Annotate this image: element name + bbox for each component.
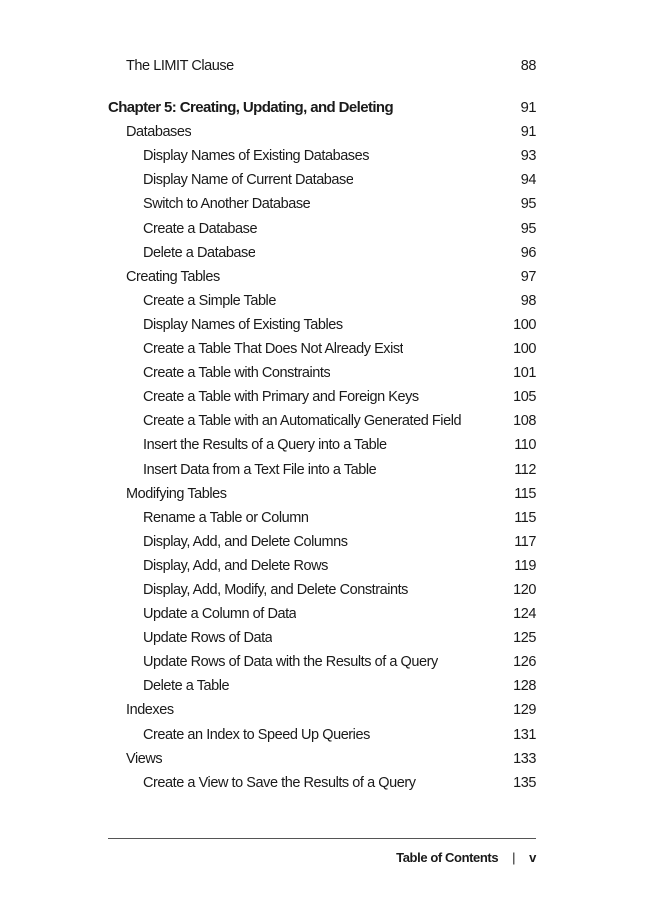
toc-entry-title: Create a Database xyxy=(143,220,258,237)
toc-entry-title: Create an Index to Speed Up Queries xyxy=(143,726,370,743)
toc-entry-page-number: 133 xyxy=(513,750,536,767)
toc-subsection-entry[interactable] xyxy=(108,650,536,674)
toc-entry-page-number: 128 xyxy=(513,678,536,695)
toc-subsection-entry[interactable] xyxy=(108,506,536,530)
toc-subsection-entry[interactable] xyxy=(108,554,536,578)
toc-section-entry[interactable] xyxy=(108,54,536,78)
toc-chapter-heading[interactable] xyxy=(108,96,536,120)
toc-entry-title: Delete a Database xyxy=(143,244,256,261)
toc-entry-page-number: 91 xyxy=(520,99,536,117)
toc-subsection-entry[interactable] xyxy=(108,409,536,433)
toc-entry-title: Delete a Table xyxy=(143,678,230,695)
toc-section-entry[interactable] xyxy=(108,265,536,289)
toc-entry-page-number: 100 xyxy=(513,316,536,333)
toc-section-entry[interactable] xyxy=(108,747,536,771)
toc-entry-title: Display, Add, Modify, and Delete Constraints xyxy=(143,581,408,598)
toc-entry-title: Databases xyxy=(126,124,192,141)
toc-entry-title: Views xyxy=(126,750,163,767)
toc-entry-title: Update Rows of Data with the Results of a Query xyxy=(143,654,438,671)
toc-entry-title: Create a Table with an Automatically Generated Field xyxy=(143,413,462,430)
toc-entry-page-number: 105 xyxy=(513,389,536,406)
toc-entry-page-number: 115 xyxy=(514,509,536,526)
toc-entry-page-number: 98 xyxy=(520,292,536,309)
toc-subsection-entry[interactable] xyxy=(108,217,536,241)
toc-entry-page-number: 101 xyxy=(513,365,536,382)
toc-entry-page-number: 97 xyxy=(520,268,536,285)
toc-subsection-entry[interactable] xyxy=(108,626,536,650)
toc-subsection-entry[interactable] xyxy=(108,771,536,795)
toc-subsection-entry[interactable] xyxy=(108,289,536,313)
toc-subsection-entry[interactable] xyxy=(108,313,536,337)
toc-entry-title: Display Name of Current Database xyxy=(143,172,354,189)
toc-entry-title: Display Names of Existing Tables xyxy=(143,316,343,333)
toc-entry-title: Display Names of Existing Databases xyxy=(143,148,370,165)
toc-entry-title: Insert the Results of a Query into a Table xyxy=(143,437,387,454)
toc-entry-page-number: 117 xyxy=(514,533,536,550)
toc-entry-title: Creating Tables xyxy=(126,268,220,285)
toc-subsection-entry[interactable] xyxy=(108,458,536,482)
toc-subsection-entry[interactable] xyxy=(108,241,536,265)
toc-entry-page-number: 91 xyxy=(520,124,536,141)
toc-entry-title: Modifying Tables xyxy=(126,485,227,502)
toc-entry-page-number: 110 xyxy=(514,437,536,454)
toc-subsection-entry[interactable] xyxy=(108,433,536,457)
toc-entry-title: Rename a Table or Column xyxy=(143,509,309,526)
toc-entry-page-number: 119 xyxy=(514,557,536,574)
page-footer xyxy=(396,850,536,865)
toc-subsection-entry[interactable] xyxy=(108,530,536,554)
toc-spacer xyxy=(108,78,536,96)
toc-entry-title: Create a Table with Primary and Foreign Keys xyxy=(143,389,419,406)
toc-entry-page-number: 108 xyxy=(513,413,536,430)
toc-entry-title: Display, Add, and Delete Rows xyxy=(143,557,328,574)
toc-section-entry[interactable] xyxy=(108,120,536,144)
toc-entry-title: Update a Column of Data xyxy=(143,606,297,623)
toc-entry-title: Create a Simple Table xyxy=(143,292,276,309)
toc-entry-title: Chapter 5: Creating, Updating, and Deleting xyxy=(108,99,394,117)
toc-entry-page-number: 112 xyxy=(514,461,536,478)
toc-entry-page-number: 95 xyxy=(520,196,536,213)
footer-divider xyxy=(108,838,536,839)
toc-subsection-entry[interactable] xyxy=(108,337,536,361)
toc-entry-page-number: 96 xyxy=(520,244,536,261)
toc-subsection-entry[interactable] xyxy=(108,144,536,168)
toc-entry-page-number: 88 xyxy=(520,58,536,74)
toc-entry-title: Switch to Another Database xyxy=(143,196,311,213)
toc-entry-page-number: 131 xyxy=(513,726,536,743)
toc-entry-title: Indexes xyxy=(126,702,174,719)
toc-entry-title: Create a Table with Constraints xyxy=(143,365,331,382)
toc-entry-page-number: 94 xyxy=(520,172,536,189)
toc-subsection-entry[interactable] xyxy=(108,723,536,747)
toc-subsection-entry[interactable] xyxy=(108,602,536,626)
toc-subsection-entry[interactable] xyxy=(108,385,536,409)
footer-label: Table of Contents xyxy=(396,850,499,865)
toc-entry-page-number: 129 xyxy=(513,702,536,719)
toc-entry-page-number: 125 xyxy=(513,630,536,647)
toc-entry-title: Create a Table That Does Not Already Exist xyxy=(143,341,404,358)
toc-entry-title: Insert Data from a Text File into a Table xyxy=(143,461,377,478)
footer-separator: | xyxy=(512,850,516,865)
toc-subsection-entry[interactable] xyxy=(108,361,536,385)
toc-entry-title: Display, Add, and Delete Columns xyxy=(143,533,348,550)
table-of-contents xyxy=(108,54,536,795)
toc-subsection-entry[interactable] xyxy=(108,192,536,216)
toc-entry-page-number: 115 xyxy=(514,485,536,502)
toc-entry-page-number: 100 xyxy=(513,341,536,358)
toc-subsection-entry[interactable] xyxy=(108,168,536,192)
footer-page-numeral: v xyxy=(529,850,536,865)
toc-section-entry[interactable] xyxy=(108,698,536,722)
toc-entry-page-number: 93 xyxy=(520,148,536,165)
toc-subsection-entry[interactable] xyxy=(108,674,536,698)
toc-subsection-entry[interactable] xyxy=(108,578,536,602)
toc-entry-title: Update Rows of Data xyxy=(143,630,273,647)
toc-entry-page-number: 124 xyxy=(513,606,536,623)
toc-entry-page-number: 95 xyxy=(520,220,536,237)
toc-entry-page-number: 120 xyxy=(513,581,536,598)
toc-entry-title: The LIMIT Clause xyxy=(126,58,234,74)
toc-section-entry[interactable] xyxy=(108,482,536,506)
toc-entry-title: Create a View to Save the Results of a Query xyxy=(143,774,416,791)
toc-entry-page-number: 126 xyxy=(513,654,536,671)
toc-entry-page-number: 135 xyxy=(513,774,536,791)
